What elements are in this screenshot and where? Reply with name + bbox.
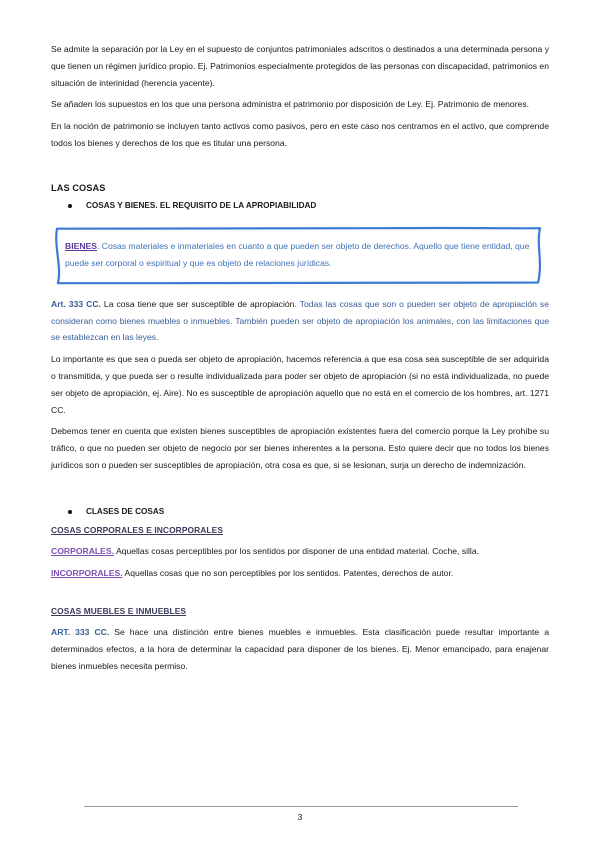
paragraph-incorporales xyxy=(51,565,549,582)
article-reference: Art. 333 CC. xyxy=(51,298,101,309)
callout-text xyxy=(65,238,531,272)
bullet-cosas-y-bienes xyxy=(68,199,549,213)
term-corporales: CORPORALES. xyxy=(51,545,115,556)
bullet-clases-de-cosas xyxy=(68,505,549,519)
callout-term: BIENES xyxy=(65,240,97,251)
paragraph-supuestos: Se añaden los supuestos en los que una persona administra el patrimonio por disposición de Ley. Ej. Patrimonio de menores. xyxy=(51,99,530,110)
term-incorporales: INCORPORALES. xyxy=(51,567,123,578)
article-quote: Todas las cosas que son o pueden ser objeto de apropiación se consideran como bienes muebles o inmuebles. También pueden ser objeto de apropiación los animales, con las limitaciones que se establezcan en las leyes. xyxy=(51,298,549,343)
page-content xyxy=(51,41,549,680)
callout-definition: . Cosas materiales e inmateriales en cuanto a que pueden ser objeto de derechos. Aquello que tiene entidad, que puede ser corporal o espiritual y que es objeto de relaciones jurídicas. xyxy=(65,240,530,268)
bullet-label: CLASES DE COSAS xyxy=(86,507,165,517)
paragraph-art-333-muebles xyxy=(51,624,549,674)
article-text: Se hace una distinción entre bienes muebles e inmuebles. Esta clasificación puede resultar importante a determinados efectos, a la hora de determinar la capacidad para disponer de los bienes. Ej. Menor emancipado, para enajenar bienes inmuebles necesita permiso. xyxy=(51,627,549,671)
bullet-dot-icon xyxy=(68,204,72,208)
subheading-muebles-inmuebles: COSAS MUEBLES E INMUEBLES xyxy=(51,606,187,617)
bienes-callout-box xyxy=(51,227,545,284)
definition-corporales: Aquellas cosas perceptibles por los sentidos por disponer de una entidad material. Coche, silla. xyxy=(114,545,480,556)
bullet-dot-icon xyxy=(68,510,72,514)
article-reference: ART. 333 CC. xyxy=(51,627,110,638)
paragraph-nocion-patrimonio: En la noción de patrimonio se incluyen tanto activos como pasivos, pero en este caso nos centramos en el activo, que comprende todos los bienes y derechos de los que es titular una persona. xyxy=(51,121,549,148)
page-number: 3 xyxy=(297,812,303,822)
bullet-label: COSAS Y BIENES. EL REQUISITO DE LA APROPIABILIDAD xyxy=(86,201,317,211)
paragraph-corporales xyxy=(51,543,549,560)
paragraph-fuera-comercio: Debemos tener en cuenta que existen bienes susceptibles de apropiación existentes fuera del comercio porque la Ley prohíbe su tráfico, o que no pueden ser objeto de negocio por ser bienes inherentes a la persona. Esto quiere decir que no todos los bienes jurídicos son o pueden ser susceptibles de apropiación, otra cosa es que, si se lesionan, surja un derecho de indemnización. xyxy=(51,426,549,470)
article-plain-text: La cosa tiene que ser susceptible de apropiación. xyxy=(100,298,300,309)
paragraph-separacion: Se admite la separación por la Ley en el supuesto de conjuntos patrimoniales adscritos o destinados a una determinada persona y que tienen un régimen jurídico propio. Ej. Patrimonios especialmente protegidos de las personas con discapacidad, patrimonios en situación de interinidad (herencia yacente). xyxy=(51,44,549,88)
definition-incorporales: Aquellas cosas que no son perceptibles por los sentidos. Patentes, derechos de autor. xyxy=(122,567,454,578)
footer-divider xyxy=(84,806,518,807)
paragraph-apropiacion: Lo importante es que sea o pueda ser objeto de apropiación, hacemos referencia a que esa cosa sea susceptible de ser adquirida o transmitida, y que pueda ser o resulte individualizada para poder ser objeto de apropiación (si no está individualizada, no puede ser objeto de apropiación, ej. Aire). No es susceptible de apropiación aquello que no está en el comercio de los hombres, art. 1271 CC. xyxy=(51,354,549,415)
section-title: LAS COSAS xyxy=(51,182,106,193)
subheading-corporales-incorporales: COSAS CORPORALES E INCORPORALES xyxy=(51,524,224,535)
paragraph-art-333 xyxy=(51,296,549,346)
